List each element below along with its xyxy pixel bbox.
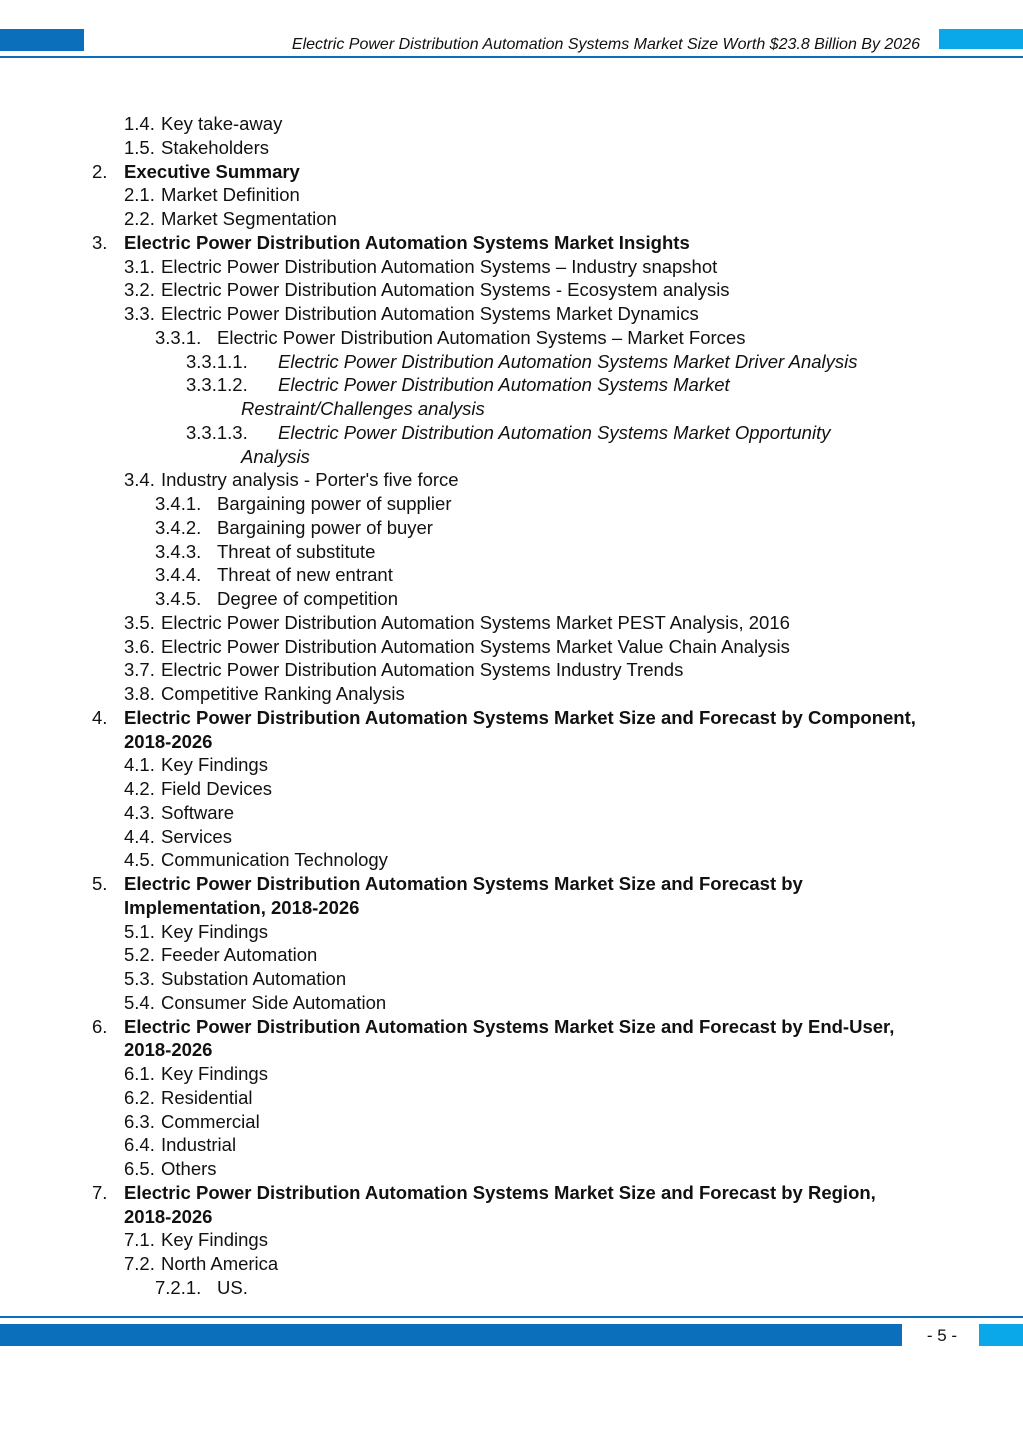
toc-entry <box>0 753 1023 777</box>
toc-entry-title: Bargaining power of supplier <box>217 493 452 514</box>
toc-entry-title: 2018-2026 <box>124 730 213 752</box>
toc-entry <box>0 207 1023 231</box>
header-accent-left <box>0 29 84 51</box>
toc-entry-number: 7. <box>92 1181 108 1203</box>
toc-entry-title: Residential <box>161 1086 253 1108</box>
toc-entry-title: Electric Power Distribution Automation Systems Market <box>278 374 730 396</box>
toc-entry-title: Feeder Automation <box>161 944 318 966</box>
toc-entry-number: 4. <box>92 706 108 728</box>
toc-entry-title: Key Findings <box>161 754 268 776</box>
toc-entry <box>0 278 1023 302</box>
toc-entry-number: 3.6. <box>124 635 155 657</box>
toc-entry <box>0 1086 1023 1110</box>
toc-entry <box>0 967 1023 991</box>
toc-entry-number: 5.3. <box>124 968 155 989</box>
toc-entry-number: 3.4.5. <box>155 588 202 609</box>
toc-entry-title: Electric Power Distribution Automation Systems – Market Forces <box>217 326 746 348</box>
toc-entry-title: Key Findings <box>161 920 268 942</box>
toc-entry <box>0 1015 1023 1039</box>
toc-entry-title: Market Segmentation <box>161 208 337 229</box>
toc-entry <box>0 350 1023 374</box>
toc-entry-number: 2. <box>92 160 108 182</box>
toc-entry <box>0 848 1023 872</box>
toc-entry <box>0 326 1023 350</box>
toc-entry-number: 3.4.4. <box>155 564 202 586</box>
toc-entry-number: 3.3.1.3. <box>186 421 248 443</box>
toc-entry <box>0 1205 1023 1229</box>
toc-entry <box>0 943 1023 967</box>
toc-entry-number: 4.3. <box>124 801 155 823</box>
toc-entry-title: Competitive Ranking Analysis <box>161 683 405 704</box>
toc-entry-title: Electric Power Distribution Automation Systems Market Size and Forecast by End-User, <box>124 1015 895 1037</box>
toc-entry-title: Services <box>161 825 232 847</box>
toc-entry-number: 5.2. <box>124 944 155 966</box>
toc-entry-title: Electric Power Distribution Automation Systems Market Dynamics <box>161 303 699 324</box>
toc-entry <box>0 492 1023 516</box>
toc-entry <box>0 136 1023 160</box>
toc-entry <box>0 231 1023 255</box>
toc-entry-title: Electric Power Distribution Automation Systems Market PEST Analysis, 2016 <box>161 611 790 633</box>
toc-entry-number: 7.1. <box>124 1229 155 1251</box>
toc-entry-title: Substation Automation <box>161 968 347 989</box>
toc-entry-number: 7.2.1. <box>155 1276 202 1298</box>
toc-entry-number: 3.3.1.1. <box>186 350 248 372</box>
toc-entry-title: Electric Power Distribution Automation Systems Market Size and Forecast by <box>124 873 803 894</box>
toc-entry-title: Electric Power Distribution Automation Systems Market Size and Forecast by Component, <box>124 706 916 728</box>
toc-entry <box>0 896 1023 920</box>
toc-entry-number: 3.4.1. <box>155 493 202 514</box>
toc-entry-title: Threat of substitute <box>217 540 376 562</box>
toc-entry-number: 7.2. <box>124 1253 155 1274</box>
toc-entry-number: 3.3.1. <box>155 326 202 348</box>
toc-entry-number: 5.4. <box>124 991 155 1013</box>
toc-entry <box>0 255 1023 279</box>
toc-entry <box>0 872 1023 896</box>
header-accent-right <box>939 29 1023 49</box>
toc-entry <box>0 920 1023 944</box>
toc-entry-title: Communication Technology <box>161 849 388 871</box>
toc-entry <box>0 991 1023 1015</box>
toc-entry-number: 3.1. <box>124 255 155 277</box>
toc-entry-title: Stakeholders <box>161 136 269 158</box>
toc-entry-number: 4.2. <box>124 778 155 799</box>
toc-entry-title: Restraint/Challenges analysis <box>241 398 485 419</box>
toc-entry-number: 6.2. <box>124 1086 155 1108</box>
toc-entry-title: Electric Power Distribution Automation Systems Market Insights <box>124 231 690 253</box>
toc-entry <box>0 730 1023 754</box>
toc-entry <box>0 658 1023 682</box>
toc-entry <box>0 801 1023 825</box>
toc-entry-title: Others <box>161 1158 217 1179</box>
toc-entry-title: Industrial <box>161 1134 237 1156</box>
toc-entry <box>0 373 1023 397</box>
toc-entry-title: Implementation, 2018-2026 <box>124 896 360 918</box>
toc-entry <box>0 706 1023 730</box>
toc-entry <box>0 777 1023 801</box>
toc-entry-title: Field Devices <box>161 778 273 799</box>
toc-entry-title: 2018-2026 <box>124 1039 213 1061</box>
toc-entry-number: 4.1. <box>124 754 155 776</box>
footer-accent-left <box>0 1324 902 1346</box>
toc-entry-title: Degree of competition <box>217 588 398 609</box>
toc-entry-title: Software <box>161 801 235 823</box>
toc-entry-title: Industry analysis - Porter's five force <box>161 469 459 491</box>
toc-entry <box>0 540 1023 564</box>
toc-entry-number: 4.5. <box>124 849 155 871</box>
toc-entry <box>0 516 1023 540</box>
toc-entry <box>0 1062 1023 1086</box>
toc-entry-number: 3.3.1.2. <box>186 374 248 396</box>
toc-entry-number: 3.4.2. <box>155 516 202 538</box>
toc-entry <box>0 587 1023 611</box>
toc-entry-number: 3.7. <box>124 659 155 681</box>
toc-entry-number: 6.1. <box>124 1063 155 1084</box>
toc-entry-title: North America <box>161 1253 279 1274</box>
toc-entry-title: Electric Power Distribution Automation Systems – Industry snapshot <box>161 255 718 277</box>
toc-entry-title: Analysis <box>241 445 310 467</box>
toc-entry-title: Consumer Side Automation <box>161 991 387 1013</box>
toc-entry-title: Electric Power Distribution Automation Systems Industry Trends <box>161 659 684 681</box>
toc-entry-title: 2018-2026 <box>124 1205 213 1227</box>
toc-entry-number: 5.1. <box>124 920 155 942</box>
toc-entry <box>0 1276 1023 1300</box>
toc-entry <box>0 445 1023 469</box>
toc-entry-number: 5. <box>92 873 108 894</box>
toc-entry <box>0 183 1023 207</box>
toc-entry-title: Commercial <box>161 1110 260 1132</box>
toc-entry <box>0 563 1023 587</box>
toc-entry-number: 3.4. <box>124 469 155 491</box>
toc-entry <box>0 1157 1023 1181</box>
toc-entry <box>0 1133 1023 1157</box>
toc-entry <box>0 112 1023 136</box>
toc-entry <box>0 1110 1023 1134</box>
toc-entry <box>0 1252 1023 1276</box>
toc-entry <box>0 397 1023 421</box>
toc-entry-number: 1.5. <box>124 136 155 158</box>
toc-entry <box>0 468 1023 492</box>
footer-accent-right <box>979 1324 1023 1346</box>
toc-entry-number: 1.4. <box>124 113 155 134</box>
toc-entry-number: 6.4. <box>124 1134 155 1156</box>
toc-entry-title: Executive Summary <box>124 160 300 182</box>
toc-entry-number: 3.2. <box>124 279 155 301</box>
toc-entry-number: 6.3. <box>124 1110 155 1132</box>
toc-entry-title: Threat of new entrant <box>217 564 393 586</box>
toc-entry <box>0 1038 1023 1062</box>
toc-entry-number: 4.4. <box>124 825 155 847</box>
toc-entry-number: 6.5. <box>124 1158 155 1179</box>
toc-entry-number: 2.1. <box>124 184 155 206</box>
toc-entry-title: Electric Power Distribution Automation Systems Market Size and Forecast by Region, <box>124 1181 876 1203</box>
page-number: - 5 - <box>926 1326 958 1345</box>
toc-entry-title: Key take-away <box>161 113 283 134</box>
toc-entry-title: Electric Power Distribution Automation Systems Market Value Chain Analysis <box>161 635 790 657</box>
footer-rule <box>0 1316 1023 1318</box>
toc-entry-title: Electric Power Distribution Automation Systems - Ecosystem analysis <box>161 279 730 301</box>
toc-entry-title: Market Definition <box>161 184 300 206</box>
header-rule <box>0 56 1023 58</box>
toc-entry-title: Key Findings <box>161 1063 268 1084</box>
toc-entry-number: 3.5. <box>124 611 155 633</box>
toc-entry-number: 3.3. <box>124 303 155 324</box>
toc-entry-number: 6. <box>92 1015 108 1037</box>
toc-entry <box>0 635 1023 659</box>
toc-entry-number: 2.2. <box>124 208 155 229</box>
toc-entry <box>0 1228 1023 1252</box>
toc-entry-number: 3.8. <box>124 683 155 704</box>
toc-entry <box>0 682 1023 706</box>
toc-entry-title: Key Findings <box>161 1229 268 1251</box>
toc-entry <box>0 421 1023 445</box>
toc-entry-title: US. <box>217 1276 248 1298</box>
toc-entry-title: Electric Power Distribution Automation Systems Market Driver Analysis <box>278 350 858 372</box>
header-title: Electric Power Distribution Automation Systems Market Size Worth $23.8 Billion By 2026 <box>291 36 920 53</box>
toc-entry-title: Bargaining power of buyer <box>217 516 433 538</box>
toc-entry-number: 3.4.3. <box>155 540 202 562</box>
toc-entry-number: 3. <box>92 231 108 253</box>
toc-entry <box>0 1181 1023 1205</box>
toc-entry-title: Electric Power Distribution Automation Systems Market Opportunity <box>278 421 831 443</box>
toc-entry <box>0 302 1023 326</box>
toc-entry <box>0 611 1023 635</box>
toc-entry <box>0 825 1023 849</box>
toc-entry <box>0 160 1023 184</box>
